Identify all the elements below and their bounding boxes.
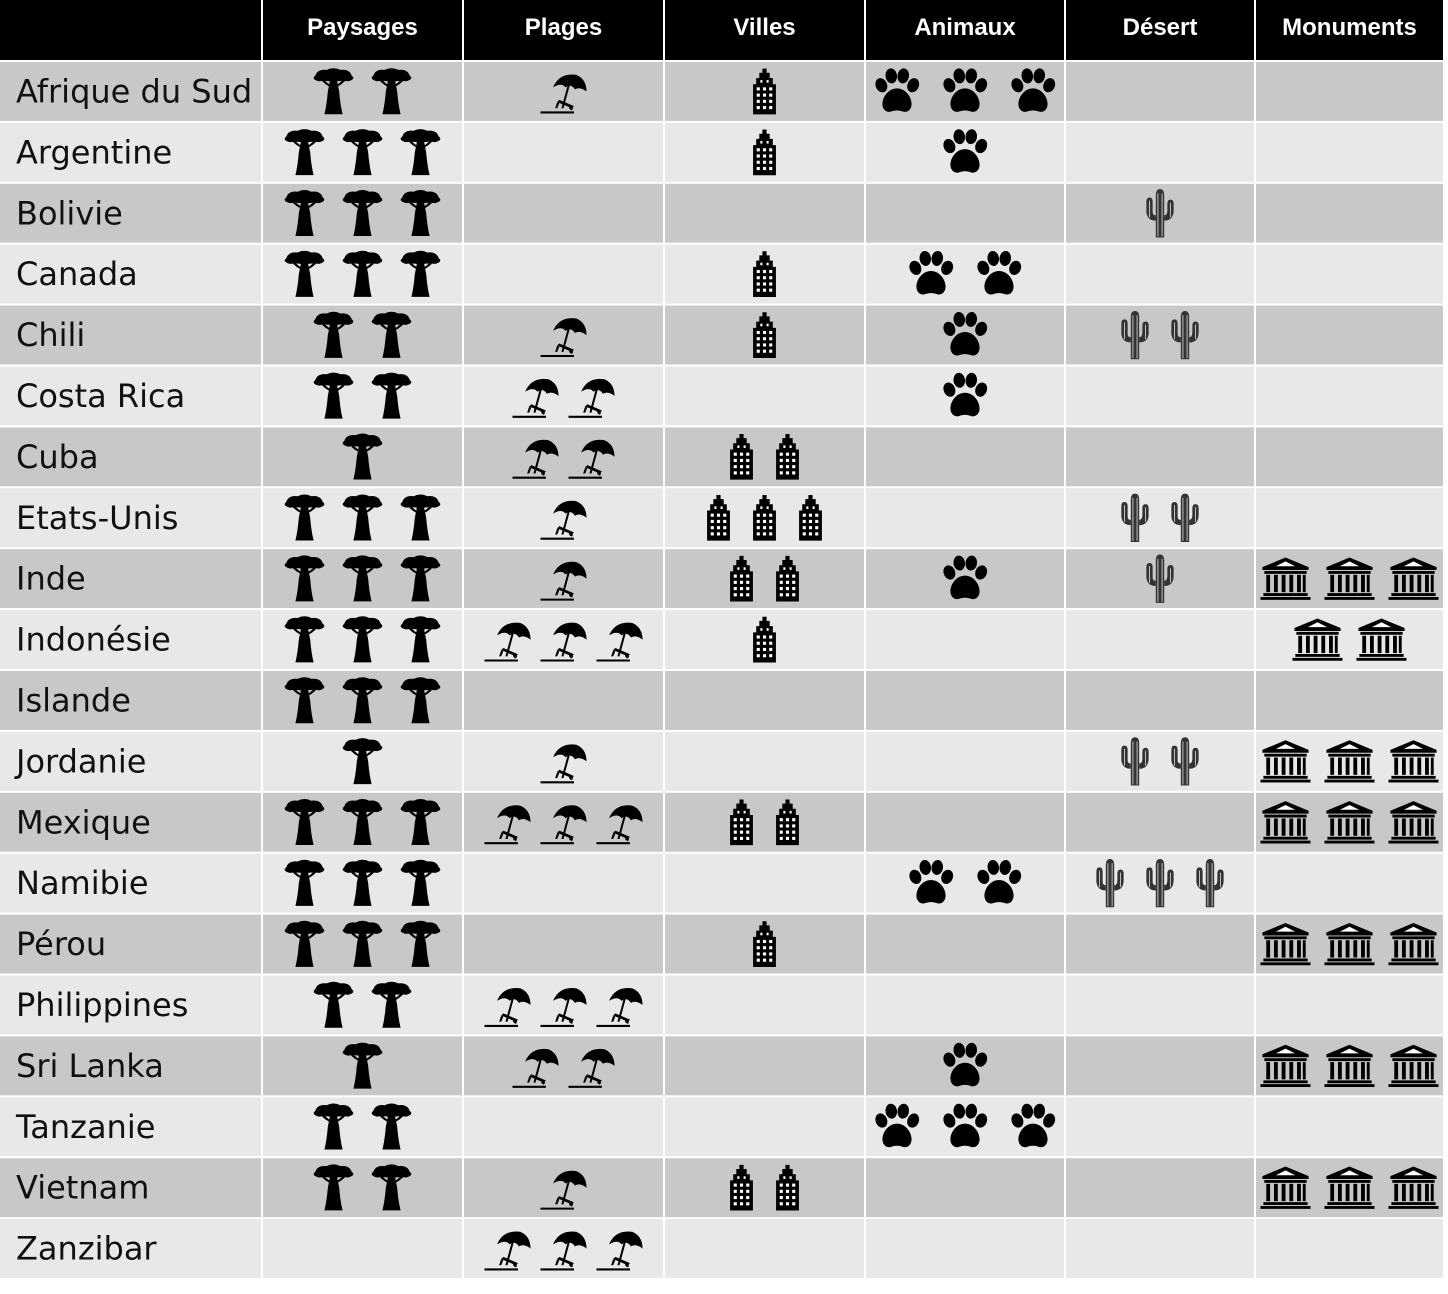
rating-cell	[866, 488, 1064, 547]
rating-cell	[1256, 854, 1443, 913]
country-label: Bolivie	[16, 194, 123, 233]
table-row	[0, 1158, 1443, 1217]
rating-cell	[1066, 1158, 1254, 1217]
rating-cell	[464, 123, 663, 182]
rating-cell	[1066, 976, 1254, 1035]
rating-cell	[1066, 306, 1254, 365]
rating-cell	[464, 367, 663, 426]
country-label: Argentine	[16, 133, 173, 172]
rating-cell	[1066, 62, 1254, 121]
rating-cell	[1066, 123, 1254, 182]
table-row	[0, 1219, 1443, 1278]
rating-cell	[665, 1036, 864, 1095]
rating-cell	[1256, 184, 1443, 243]
table-row	[0, 671, 1443, 730]
country-label: Afrique du Sud	[16, 72, 253, 111]
rating-cell	[665, 732, 864, 791]
country-label: Islande	[16, 681, 131, 720]
table-row	[0, 245, 1443, 304]
rating-cell	[1256, 610, 1443, 669]
country-label: Tanzanie	[16, 1107, 156, 1146]
column-header: Désert	[1122, 14, 1198, 41]
country-label: Vietnam	[16, 1168, 150, 1207]
table-row	[0, 732, 1443, 791]
country-label: Sri Lanka	[16, 1046, 164, 1085]
rating-cell	[1256, 123, 1443, 182]
rating-cell	[1066, 245, 1254, 304]
rating-cell	[464, 1036, 663, 1095]
rating-cell	[263, 367, 462, 426]
rating-cell	[665, 427, 864, 486]
rating-cell	[665, 1097, 864, 1156]
rating-cell	[1256, 488, 1443, 547]
rating-cell	[1066, 1036, 1254, 1095]
rating-cell	[263, 1158, 462, 1217]
rating-cell	[866, 610, 1064, 669]
column-header: Animaux	[914, 14, 1016, 41]
rating-cell	[263, 1219, 462, 1278]
country-label: Cuba	[16, 437, 99, 476]
rating-cell	[464, 245, 663, 304]
column-header: Monuments	[1282, 14, 1417, 41]
table-row	[0, 854, 1443, 913]
rating-cell	[665, 184, 864, 243]
country-label: Philippines	[16, 985, 189, 1024]
column-header: Villes	[733, 14, 796, 41]
table-row	[0, 62, 1443, 121]
rating-cell	[1066, 1219, 1254, 1278]
rating-cell	[665, 793, 864, 852]
country-label: Pérou	[16, 925, 107, 964]
rating-cell	[1256, 671, 1443, 730]
rating-cell	[464, 184, 663, 243]
country-label: Namibie	[16, 864, 149, 903]
rating-cell	[1256, 306, 1443, 365]
table-row	[0, 427, 1443, 486]
table-row	[0, 184, 1443, 243]
rating-cell	[1066, 793, 1254, 852]
country-label: Chili	[16, 316, 86, 355]
rating-cell	[464, 427, 663, 486]
rating-cell	[1066, 427, 1254, 486]
table-row	[0, 915, 1443, 974]
rating-cell	[665, 854, 864, 913]
rating-cell	[1256, 1097, 1443, 1156]
rating-cell	[1256, 1219, 1443, 1278]
column-header: Plages	[524, 14, 603, 41]
rating-cell	[1256, 367, 1443, 426]
table-row	[0, 610, 1443, 669]
country-label: Canada	[16, 255, 138, 294]
country-label: Inde	[16, 559, 86, 598]
rating-cell	[1256, 245, 1443, 304]
country-label: Zanzibar	[16, 1229, 157, 1268]
rating-cell	[665, 367, 864, 426]
country-label: Indonésie	[16, 620, 171, 659]
rating-cell	[665, 976, 864, 1035]
rating-cell	[1066, 915, 1254, 974]
table-row	[0, 306, 1443, 365]
rating-cell	[665, 1158, 864, 1217]
rating-cell	[1066, 671, 1254, 730]
country-label: Costa Rica	[16, 376, 186, 415]
rating-cell	[1256, 976, 1443, 1035]
rating-cell	[1256, 427, 1443, 486]
rating-cell	[1256, 62, 1443, 121]
table-row	[0, 488, 1443, 547]
rating-cell	[1066, 732, 1254, 791]
rating-cell	[866, 1219, 1064, 1278]
rating-cell	[866, 671, 1064, 730]
table-row	[0, 549, 1443, 608]
rating-cell	[1066, 367, 1254, 426]
rating-cell	[665, 549, 864, 608]
rating-cell	[665, 671, 864, 730]
country-label: Mexique	[16, 803, 151, 842]
rating-cell	[866, 915, 1064, 974]
country-label: Jordanie	[16, 742, 147, 781]
rating-cell	[866, 732, 1064, 791]
rating-cell	[464, 915, 663, 974]
table-row	[0, 976, 1443, 1035]
rating-cell	[1066, 488, 1254, 547]
rating-cell	[464, 671, 663, 730]
header-row	[0, 0, 1443, 60]
rating-cell	[263, 62, 462, 121]
rating-cell	[866, 427, 1064, 486]
rating-cell	[464, 1097, 663, 1156]
rating-cell	[866, 793, 1064, 852]
rating-cell	[866, 245, 1064, 304]
rating-cell	[263, 306, 462, 365]
rating-cell	[1066, 1097, 1254, 1156]
rating-cell	[1066, 610, 1254, 669]
rating-cell	[866, 184, 1064, 243]
table-row	[0, 123, 1443, 182]
table-row	[0, 367, 1443, 426]
country-label: Etats-Unis	[16, 498, 179, 537]
header-corner-cell	[0, 0, 261, 60]
table-row	[0, 1097, 1443, 1156]
rating-cell	[263, 1097, 462, 1156]
rating-cell	[866, 1158, 1064, 1217]
table-row	[0, 1036, 1443, 1095]
rating-cell	[464, 854, 663, 913]
column-header: Paysages	[307, 14, 418, 41]
rating-cell	[866, 854, 1064, 913]
table-row	[0, 793, 1443, 852]
rating-cell	[263, 976, 462, 1035]
rating-cell	[665, 1219, 864, 1278]
rating-cell	[866, 976, 1064, 1035]
